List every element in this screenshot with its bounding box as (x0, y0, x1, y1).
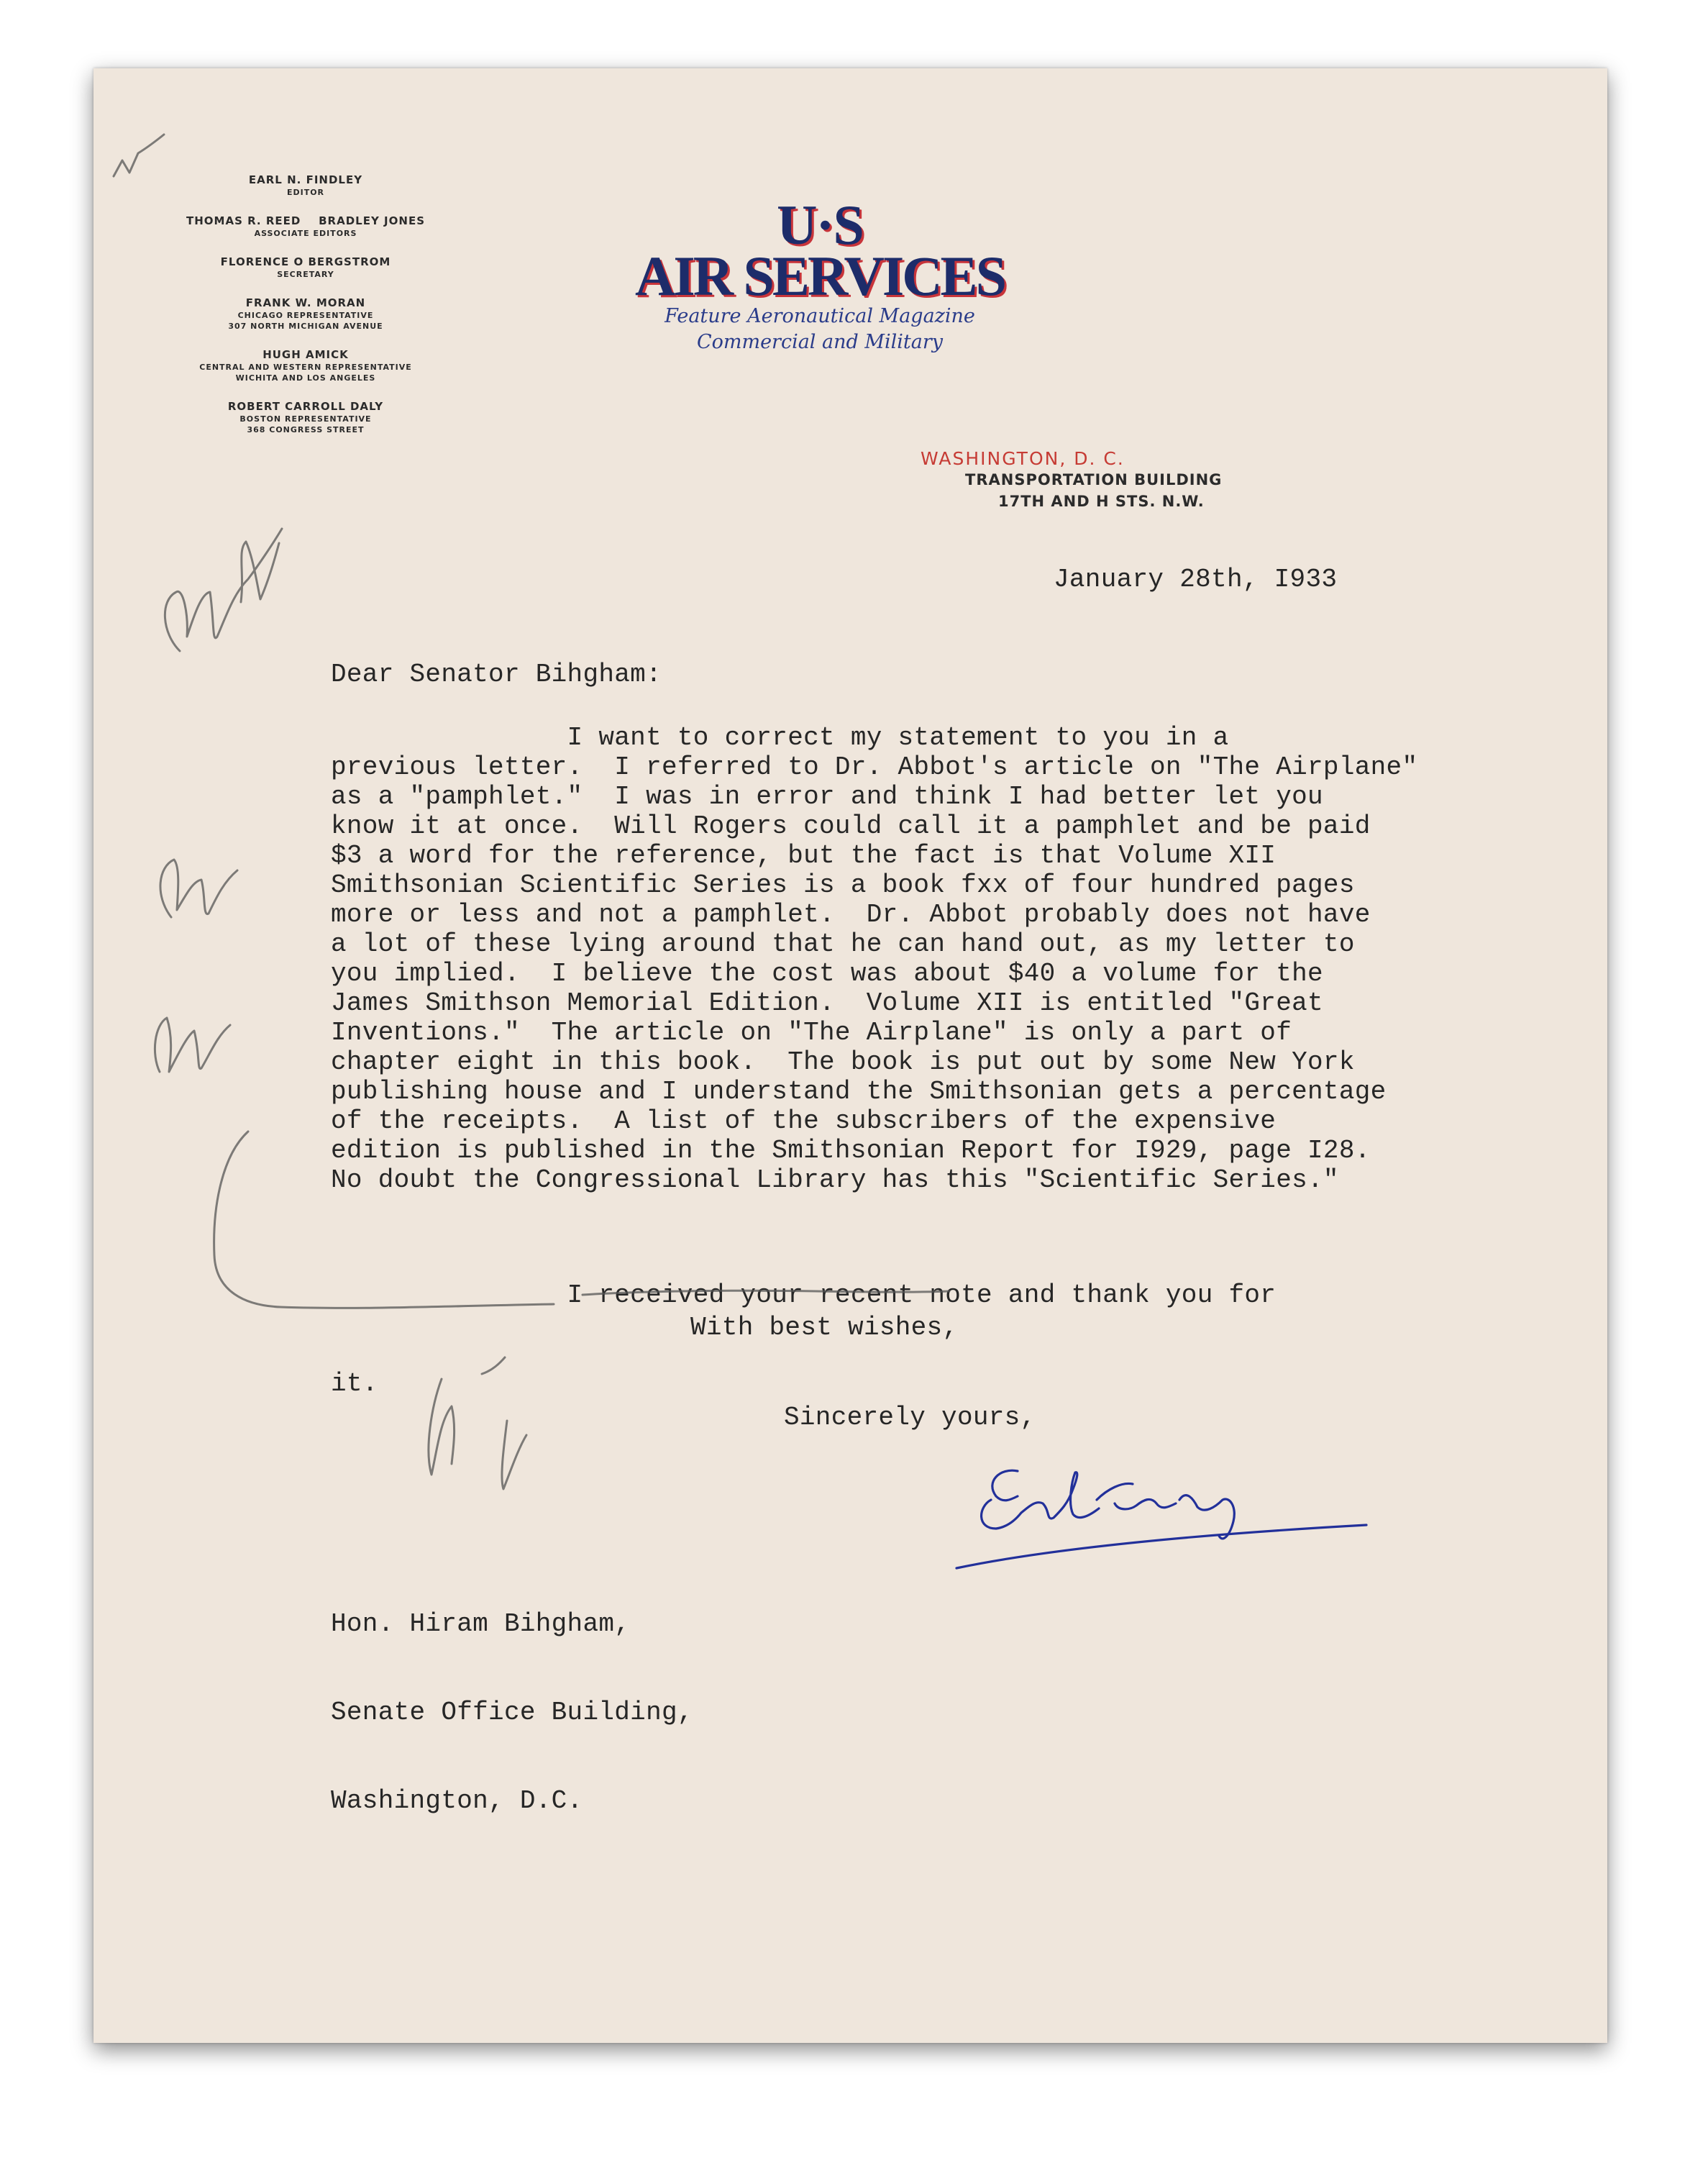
address-streets: 17TH AND H STS. N.W. (998, 493, 1205, 510)
masthead-logo (626, 194, 1014, 355)
body-line: know it at once. Will Rogers could call it a pamphlet and be paid (331, 811, 1371, 841)
letter-date: January 28th, I933 (1054, 565, 1338, 594)
staff-role: EDITOR (286, 188, 325, 197)
staff-role: SECRETARY (277, 270, 334, 279)
body-line: more or less and not a pamphlet. Dr. Abbot probably does not have (331, 900, 1371, 929)
staff-address: WICHITA AND LOS ANGELES (235, 373, 376, 383)
staff-name: EARL N. FINDLEY (248, 173, 363, 186)
staff-entry-associate-editors (183, 214, 428, 239)
recipient-address (331, 1550, 693, 1875)
masthead-tagline-2: Commercial and Military (696, 331, 944, 353)
salutation: Dear Senator Bihgham: (331, 660, 662, 689)
body-line: I want to correct my statement to you in a (331, 723, 1229, 752)
signature-underline (956, 1525, 1366, 1568)
staff-entry-chicago (183, 296, 428, 332)
recipient-line: Senate Office Building, (331, 1698, 693, 1727)
body-line: as a "pamphlet." I was in error and think I had better let you (331, 782, 1323, 811)
staff-address: 368 CONGRESS STREET (247, 425, 365, 434)
body-line: Inventions." The article on "The Airplane" is only a part of (331, 1018, 1292, 1047)
signoff: Sincerely yours, (784, 1403, 1036, 1432)
body-line: I received your recent note and thank you for (331, 1280, 1277, 1310)
body-line: Smithsonian Scientific Series is a book fxx of four hundred pages (331, 870, 1355, 900)
body-line: previous letter. I referred to Dr. Abbot's article on "The Airplane" (331, 752, 1418, 782)
staff-name: ROBERT CARROLL DALY (227, 400, 384, 413)
staff-entry-editor (183, 173, 428, 198)
body-line: it. (331, 1369, 378, 1398)
body-line: chapter eight in this book. The book is put out by some New York (331, 1047, 1355, 1077)
signature-stroke (982, 1470, 1235, 1539)
staff-name-pair (183, 214, 428, 228)
masthead-us: U·S (777, 194, 863, 256)
body-line: No doubt the Congressional Library has this "Scientific Series." (331, 1165, 1339, 1195)
recipient-line: Washington, D.C. (331, 1786, 583, 1816)
staff-name: THOMAS R. REED (186, 214, 301, 227)
recipient-line: Hon. Hiram Bihgham, (331, 1609, 631, 1639)
staff-address: 307 NORTH MICHIGAN AVENUE (228, 322, 383, 331)
body-line: you implied. I believe the cost was about $40 a volume for the (331, 959, 1323, 988)
staff-list (183, 173, 428, 451)
body-line: a lot of these lying around that he can hand out, as my letter to (331, 929, 1355, 959)
staff-name: HUGH AMICK (262, 348, 349, 361)
masthead-title: AIR SERVICES (635, 245, 1005, 307)
masthead-tagline-1: Feature Aeronautical Magazine (665, 305, 975, 327)
pencil-scribble-lower (155, 1018, 230, 1072)
body-line: edition is published in the Smithsonian Report for I929, page I28. (331, 1136, 1371, 1165)
staff-entry-secretary (183, 255, 428, 280)
staff-name: FLORENCE O BERGSTROM (220, 255, 391, 268)
body-line: James Smithson Memorial Edition. Volume XII is entitled "Great (331, 988, 1323, 1018)
staff-role: CHICAGO REPRESENTATIVE (237, 311, 374, 320)
staff-role: CENTRAL AND WESTERN REPRESENTATIVE (199, 363, 412, 372)
staff-name: BRADLEY JONES (319, 214, 425, 227)
address-city: WASHINGTON, D. C. (921, 448, 1125, 469)
address-building: TRANSPORTATION BUILDING (965, 471, 1223, 488)
letter-page (93, 68, 1607, 2043)
staff-entry-boston (183, 399, 428, 435)
body-line: $3 a word for the reference, but the fact is that Volume XII (331, 841, 1277, 870)
body-line: publishing house and I understand the Smithsonian gets a percentage (331, 1077, 1387, 1106)
letter-body (331, 723, 1417, 1195)
staff-role: BOSTON REPRESENTATIVE (239, 414, 372, 424)
closing: With best wishes, (690, 1313, 959, 1342)
staff-name: FRANK W. MORAN (245, 296, 366, 309)
pencil-scribble-top (165, 529, 282, 651)
staff-entry-central-western (183, 347, 428, 383)
office-address (921, 448, 1222, 512)
pencil-check-mark (114, 135, 164, 176)
body-line: of the receipts. A list of the subscribers of the expensive (331, 1106, 1277, 1136)
staff-role: ASSOCIATE EDITORS (254, 229, 357, 238)
pencil-scribble-middle (160, 860, 237, 917)
